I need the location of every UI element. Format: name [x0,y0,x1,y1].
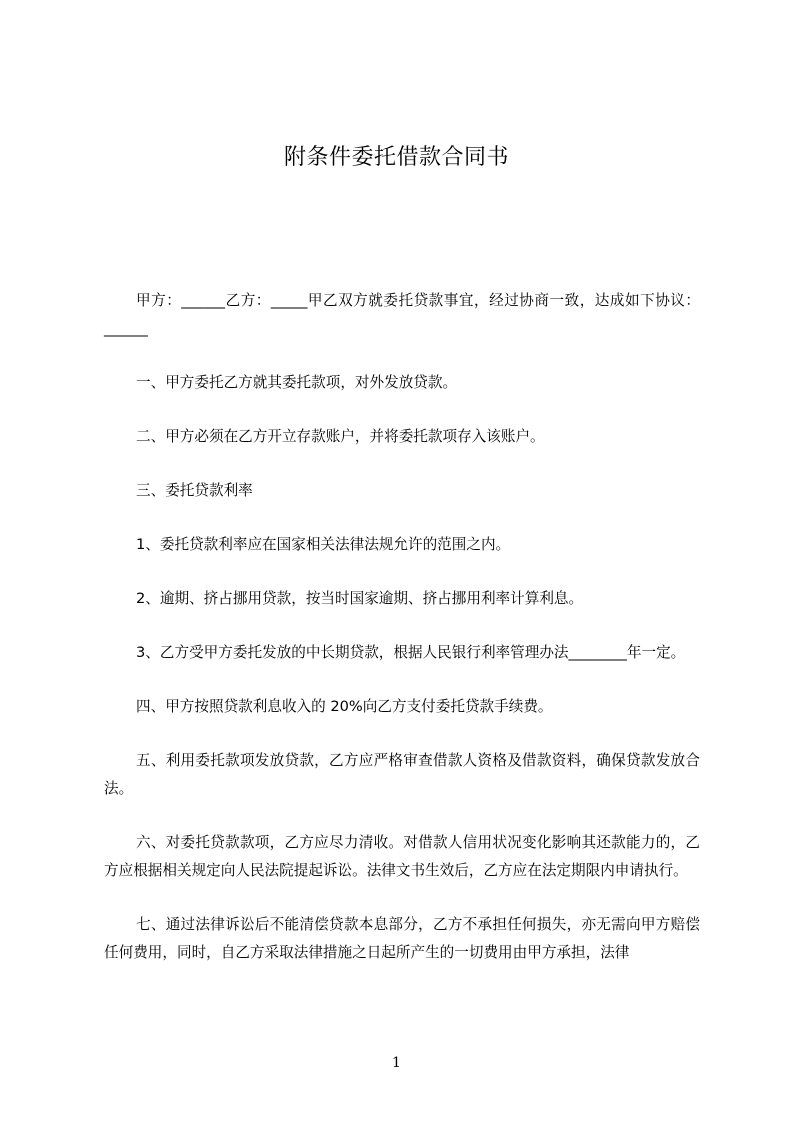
paragraph-clause-5: 五、利用委托款项发放贷款，乙方应严格审查借款人资格及借款资料，确保贷款发放合法。 [104,752,700,797]
document-body [104,287,700,993]
paragraph-clause-6: 六、对委托贷款款项，乙方应尽力清收。对借款人信用状况变化影响其还款能力的，乙方应根据相关规定向人民法院提起诉讼。法律文书生效后，乙方应在法定期限内申请执行。 [104,834,700,879]
paragraph-clause-3-2: 2、逾期、挤占挪用贷款，按当时国家逾期、挤占挪用利率计算利息。 [136,590,584,607]
paragraph-clause-3-1: 1、委托贷款利率应在国家相关法律法规允许的范围之内。 [136,536,511,553]
paragraph-clause-1: 一、甲方委托乙方就其委托款项，对外发放贷款。 [136,374,458,391]
document-title: 附条件委托借款合同书 [283,145,509,170]
paragraph-clause-3-heading: 三、委托贷款利率 [136,482,253,499]
page-number: 1 [392,1055,401,1071]
paragraph-clause-4: 四、甲方按照贷款利息收入的 20%向乙方支付委托贷款手续费。 [136,698,553,715]
paragraph-parties: 甲方：______乙方：_____甲乙双方就委托贷款事宜，经过协商一致，达成如下协议：______ [104,292,700,337]
paragraph-clause-3-3: 3、乙方受甲方委托发放的中长期贷款，根据人民银行利率管理办法________年一定。 [136,644,686,661]
paragraph-clause-7: 七、通过法律诉讼后不能清偿贷款本息部分，乙方不承担任何损失，亦无需向甲方赔偿任何费用，同时，自乙方采取法律措施之日起所产生的一切费用由甲方承担，法律 [104,916,700,961]
paragraph-clause-2: 二、甲方必须在乙方开立存款账户，并将委托款项存入该账户。 [136,428,545,445]
